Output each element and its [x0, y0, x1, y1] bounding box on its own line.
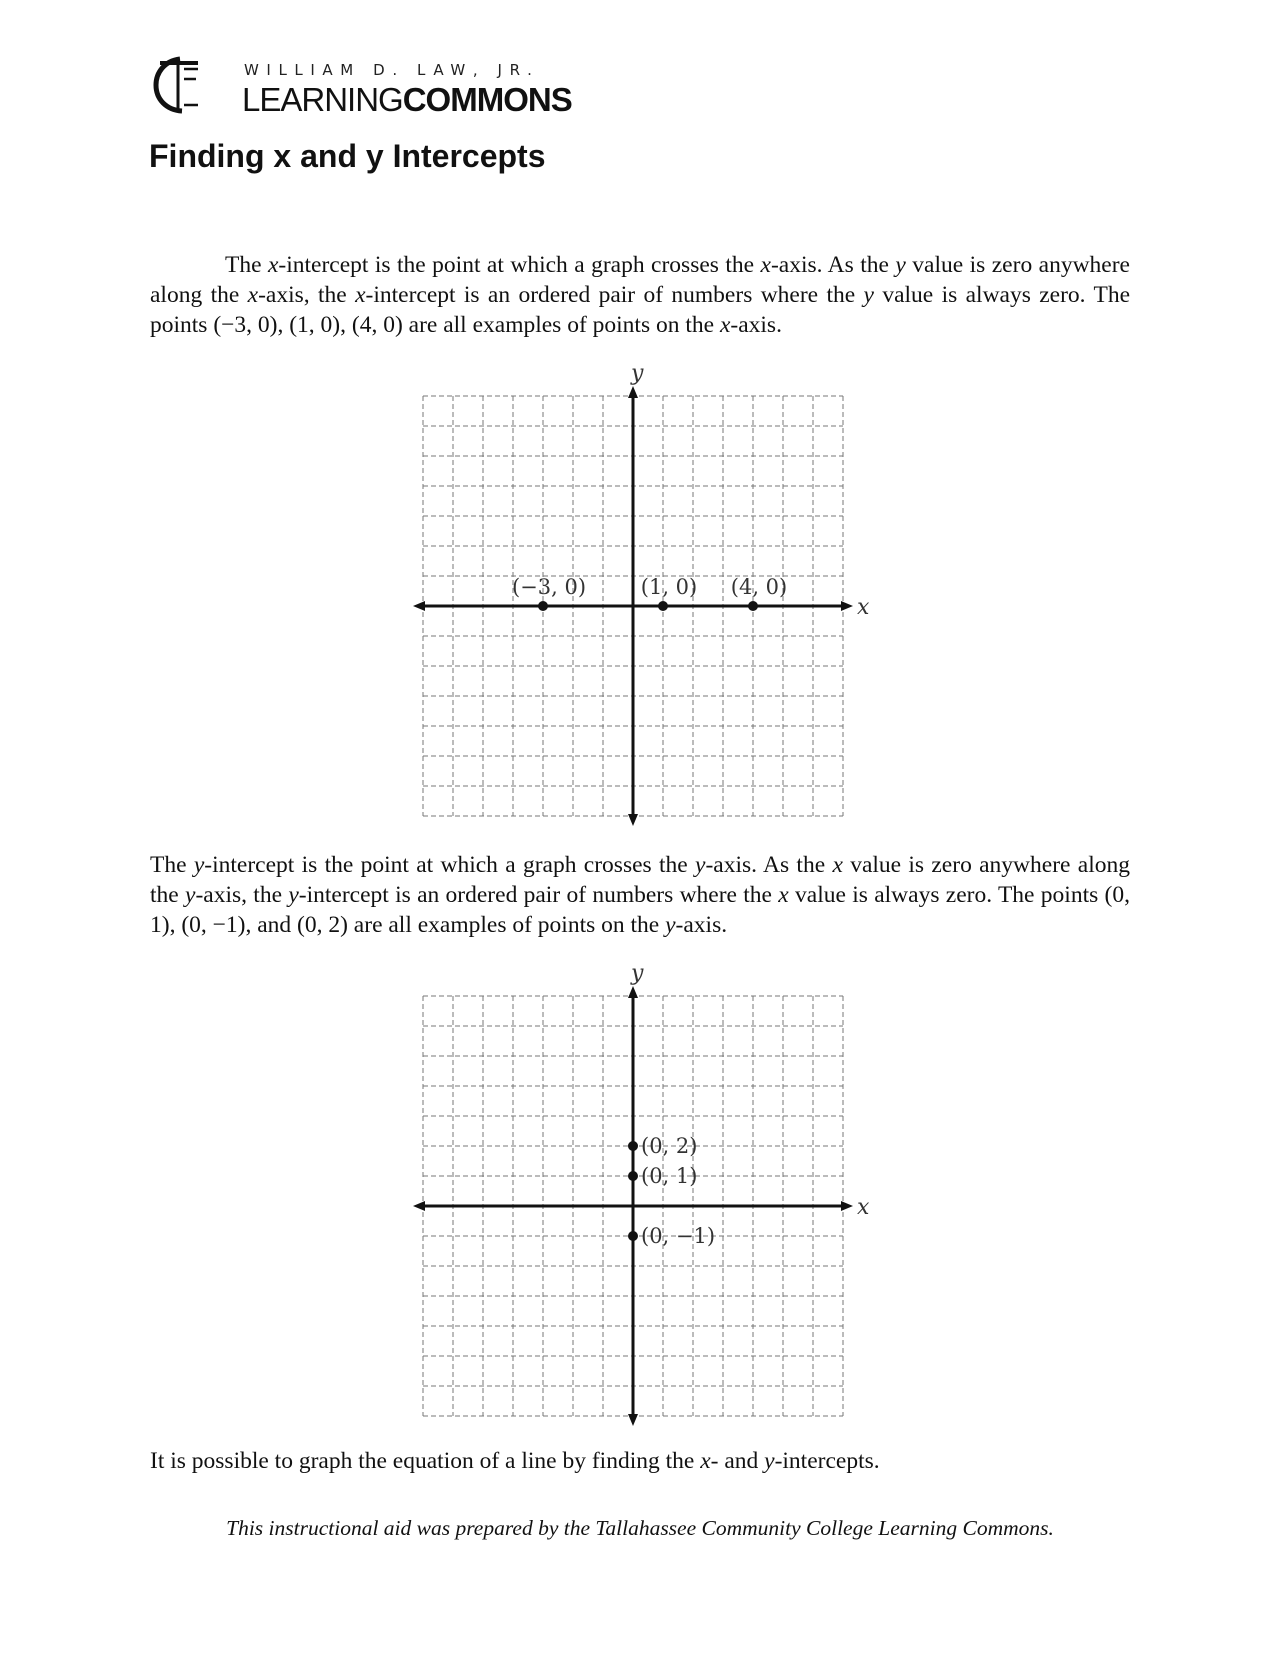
x-axis-right-arrow-icon: [841, 1201, 853, 1211]
y-intercept-paragraph: The y-intercept is the point at which a graph crosses the y-axis. As the x value is zero anywhere along the y-axis, the y-intercept is an ordered pair of numbers where the x value is always zero. The points (0, 1), (0, −1), and (0, 2) are all examples of points on the y-axis.: [150, 852, 1130, 938]
closing-paragraph: It is possible to graph the equation of a line by finding the x- and y-intercepts.: [150, 1448, 880, 1474]
logo-line2: [242, 81, 572, 119]
x-intercept-graph-svg: [405, 361, 870, 832]
y-axis-label: y: [631, 361, 644, 386]
data-point: [628, 1171, 638, 1181]
point-label: (−3, 0): [511, 575, 587, 599]
point-label: (1, 0): [640, 575, 698, 599]
x-intercept-paragraph: The x-intercept is the point at which a graph crosses the x-axis. As the y value is zero anywhere along the x-axis, the x-intercept is an ordered pair of numbers where the y value is always zero. The points (−3, 0), (1, 0), (4, 0) are all examples of points on the x-axis.: [150, 252, 1130, 338]
data-point: [628, 1231, 638, 1241]
y-intercept-graph: [405, 961, 870, 1432]
y-axis-down-arrow-icon: [628, 814, 638, 826]
x-axis-left-arrow-icon: [413, 601, 425, 611]
y-axis-down-arrow-icon: [628, 1414, 638, 1426]
x-intercept-graph: [405, 361, 870, 832]
point-label: (4, 0): [730, 575, 788, 599]
y-axis-up-arrow-icon: [628, 986, 638, 998]
y-axis-label: y: [631, 961, 644, 986]
y-intercept-graph-svg: [405, 961, 870, 1432]
x-axis-label: x: [857, 1195, 870, 1220]
learning-commons-logo: [152, 55, 572, 125]
point-label: (0, 2): [641, 1134, 698, 1158]
x-axis-left-arrow-icon: [413, 1201, 425, 1211]
logo-line1: WILLIAM D. LAW, JR.: [244, 61, 540, 79]
logo-commons: COMMONS: [402, 81, 572, 118]
logo-learning: LEARNING: [242, 81, 403, 118]
data-point: [658, 601, 668, 611]
data-point: [748, 601, 758, 611]
data-point: [538, 601, 548, 611]
x-axis-label: x: [857, 595, 870, 620]
data-point: [628, 1141, 638, 1151]
tcc-monogram-icon: [152, 55, 206, 115]
footer-credit: This instructional aid was prepared by the Tallahassee Community College Learning Commons.: [226, 1516, 1054, 1540]
x-axis-right-arrow-icon: [841, 601, 853, 611]
y-axis-up-arrow-icon: [628, 386, 638, 398]
point-label: (0, −1): [641, 1224, 716, 1248]
page-title: Finding x and y Intercepts: [149, 138, 546, 174]
point-label: (0, 1): [641, 1164, 698, 1188]
